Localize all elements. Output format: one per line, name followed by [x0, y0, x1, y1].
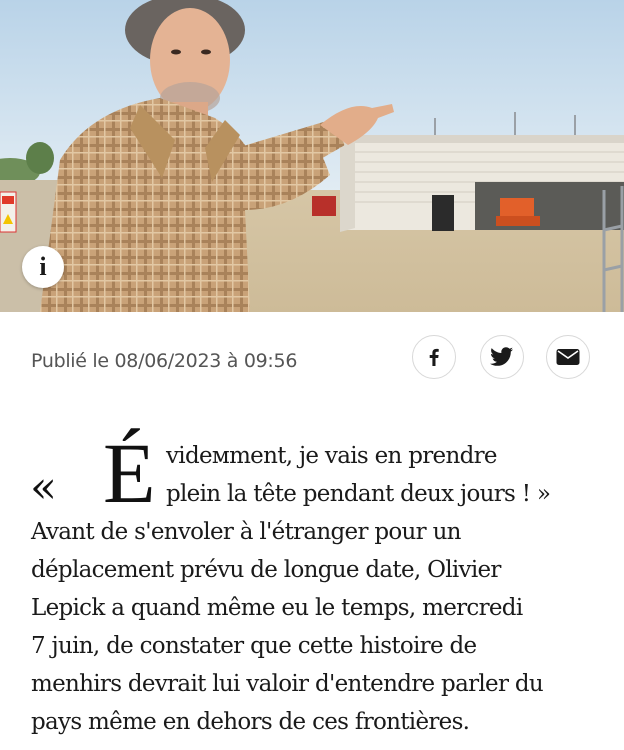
twitter-icon [490, 347, 514, 367]
share-twitter-button[interactable] [480, 335, 524, 379]
opening-quote-mark: « [30, 462, 57, 513]
hero-photo [0, 0, 624, 312]
share-facebook-button[interactable] [412, 335, 456, 379]
hero-illustration [0, 0, 624, 312]
facebook-icon [424, 347, 444, 367]
email-icon [556, 348, 580, 366]
published-date: Publié le 08/06/2023 à 09:56 [31, 350, 298, 372]
image-info-button[interactable] [22, 246, 64, 288]
article-line: pays même en dehors de ces frontières. [31, 709, 470, 735]
article-line: menhirs devrait lui valoir d'entendre parler du [31, 671, 543, 697]
article-line: Avant de s'envoler à l'étranger pour un [31, 519, 461, 545]
warning-sign-icon [0, 192, 16, 232]
article-meta-row [0, 330, 624, 386]
article-line: 7 juin, de constater que cette histoire de [31, 633, 477, 659]
article-line: vidемment, je vais en prendre [166, 443, 497, 469]
article-line: plein la tête pendant deux jours ! » [166, 481, 551, 507]
article-line: Lepick a quand même eu le temps, mercredi [31, 595, 523, 621]
share-email-button[interactable] [546, 335, 590, 379]
article-body [0, 425, 624, 750]
article-line: déplacement prévu de longue date, Olivier [31, 557, 501, 583]
drop-cap-letter: É [103, 425, 156, 521]
info-icon: i [39, 252, 47, 281]
